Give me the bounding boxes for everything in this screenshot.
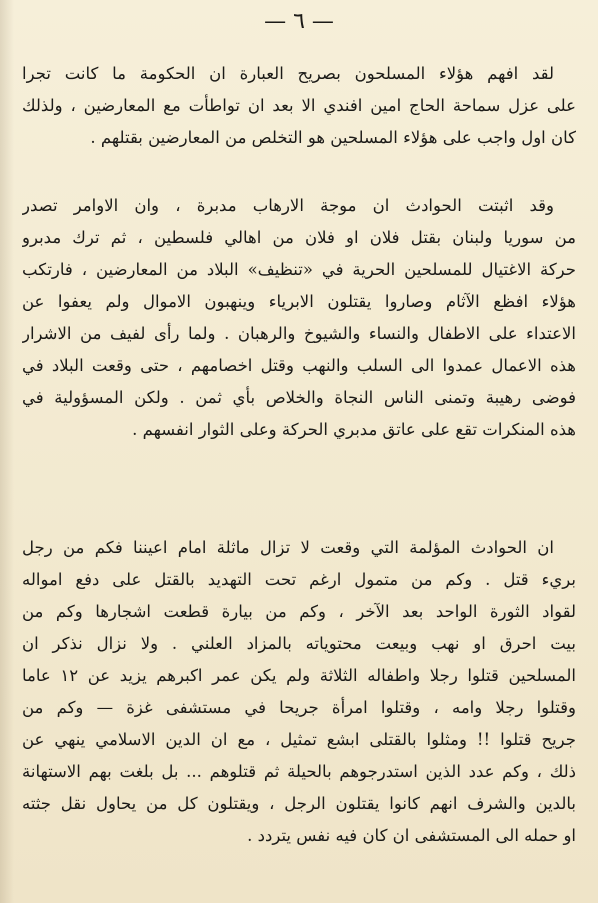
text-line: لقواد الثورة الواحد بعد الآخر ، وكم من بيارة قطعت اشجارها وكم من — [22, 602, 576, 621]
text-line: لقد افهم هؤلاء المسلحون بصريح العبارة ان الحكومة ما كانت تجرا — [22, 64, 554, 83]
text-line: ذلك ، وكم عدد الذين استدرجوهم بالحيلة ثم قتلوهم ... بل بلغت بهم الاستهانة — [22, 762, 576, 781]
paragraph-2 — [22, 190, 576, 446]
text-line: كان اول واجب على هؤلاء المسلحين هو التخلص من المعارضين بقتلهم . — [90, 128, 576, 147]
text-line: وقتلوا رجلا وامه ، وقتلوا امرأة جريحا في مستشفى غزة — وكم من — [22, 698, 576, 717]
text-line: حركة الاغتيال للمسلحين الحرية في «تنظيف» البلاد من المعارضين ، فارتكب — [22, 260, 576, 279]
text-line: من سوريا ولبنان بقتل فلان او فلان من اهالي فلسطين ، ثم ترك مدبرو — [22, 228, 576, 247]
text-line: وقد اثبتت الحوادث ان موجة الارهاب مدبرة ، وان الاوامر تصدر — [22, 196, 554, 215]
text-line: بالدين والشرف انهم كانوا يقتلون الرجل ، ويقتلون كل من يحاول نقل جثته — [22, 794, 576, 813]
text-line: بيت احرق او نهب وبيعت محتوياته بالمزاد العلني . ولا نزال نذكر ان — [22, 634, 576, 653]
text-line: او حمله الى المستشفى ان كان فيه نفس يتردد . — [247, 826, 576, 845]
page-edge-shadow — [0, 0, 14, 903]
text-line: بريء قتل . وكم من متمول ارغم تحت التهديد بالقتل على دفع امواله — [22, 570, 576, 589]
text-line: ان الحوادث المؤلمة التي وقعت لا تزال ماثلة امام اعيننا فكم من رجل — [22, 538, 554, 557]
text-line: جريح قتلوا !! ومثلوا بالقتلى ابشع تمثيل ، مع ان الدين الاسلامي ينهي عن — [22, 730, 576, 749]
text-line: هذه المنكرات تقع على عاتق مدبري الحركة وعلى الثوار انفسهم . — [132, 420, 576, 439]
text-line: هؤلاء افظع الآثام وصاروا يقتلون الابرياء وينهبون الاموال ولم يعفوا عن — [22, 292, 576, 311]
text-line: المسلحين قتلوا رجلا واطفاله الثلاثة ولم يكن عمر اكبرهم يزيد عن ١٢ عاما — [22, 666, 576, 685]
text-line: الاعتداء على الاطفال والنساء والشيوخ والرهبان . ولما رأى لفيف من الاشرار — [22, 324, 576, 343]
text-line: فوضى رهيبة وتمنى الناس النجاة والخلاص بأي ثمن . ولكن المسؤولية في — [22, 388, 576, 407]
paragraph-3 — [22, 532, 576, 852]
text-line: على عزل سماحة الحاج امين افندي الا بعد ان تواطأت مع المعارضين ، ولذلك — [22, 96, 576, 115]
paragraph-1 — [22, 58, 576, 154]
page-number: — ٦ — — [264, 9, 334, 34]
text-line: هذه الاعمال عمدوا الى السلب والنهب وقتل اخصامهم ، حتى وقعت البلاد في — [22, 356, 576, 375]
